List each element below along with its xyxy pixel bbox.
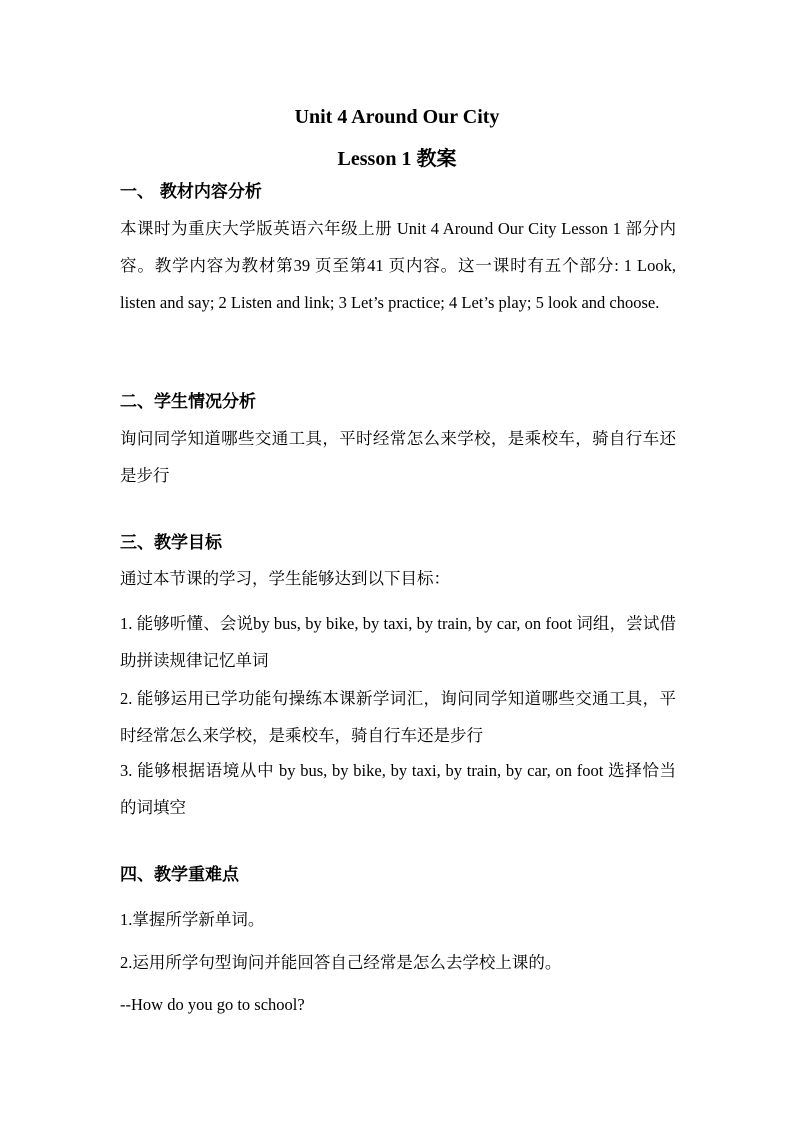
- objective-item: 2. 能够运用已学功能句操练本课新学词汇，询问同学知道哪些交通工具，平时经常怎么来学校，是乘校车，骑自行车还是步行: [120, 689, 676, 745]
- objective-item: 3. 能够根据语境从中 by bus, by bike, by taxi, by train, by car, on foot 选择恰当的词填空: [120, 761, 676, 817]
- section-heading: 四、教学重难点: [120, 865, 239, 885]
- objective-item: 1. 能够听懂、会说by bus, by bike, by taxi, by train, by car, on foot 词组，尝试借助拼读规律记忆单词: [120, 614, 676, 670]
- section-paragraph: 本课时为重庆大学版英语六年级上册 Unit 4 Around Our City Lesson 1 部分内容。教学内容为教材第39 页至第41 页内容。这一课时有五个部分: 1 Look, listen and say; 2 Listen and link; 3 Let’s practice; 4 Let’s play; 5 look and choose.: [120, 219, 676, 312]
- document-subtitle: Lesson 1 教案: [337, 148, 457, 170]
- section-paragraph: 询问同学知道哪些交通工具，平时经常怎么来学校，是乘校车，骑自行车还是步行: [120, 429, 676, 485]
- key-point-item: 1.掌握所学新单词。: [120, 910, 265, 929]
- section-heading: 二、学生情况分析: [120, 392, 256, 412]
- section-paragraph: 通过本节课的学习，学生能够达到以下目标：: [120, 569, 450, 588]
- section-heading: 三、教学目标: [120, 533, 222, 553]
- section-heading: 一、 教材内容分析: [120, 182, 262, 202]
- key-point-item: --How do you go to school?: [120, 995, 305, 1014]
- key-point-item: 2.运用所学句型询问并能回答自己经常是怎么去学校上课的。: [120, 953, 562, 972]
- document-title: Unit 4 Around Our City: [294, 106, 500, 128]
